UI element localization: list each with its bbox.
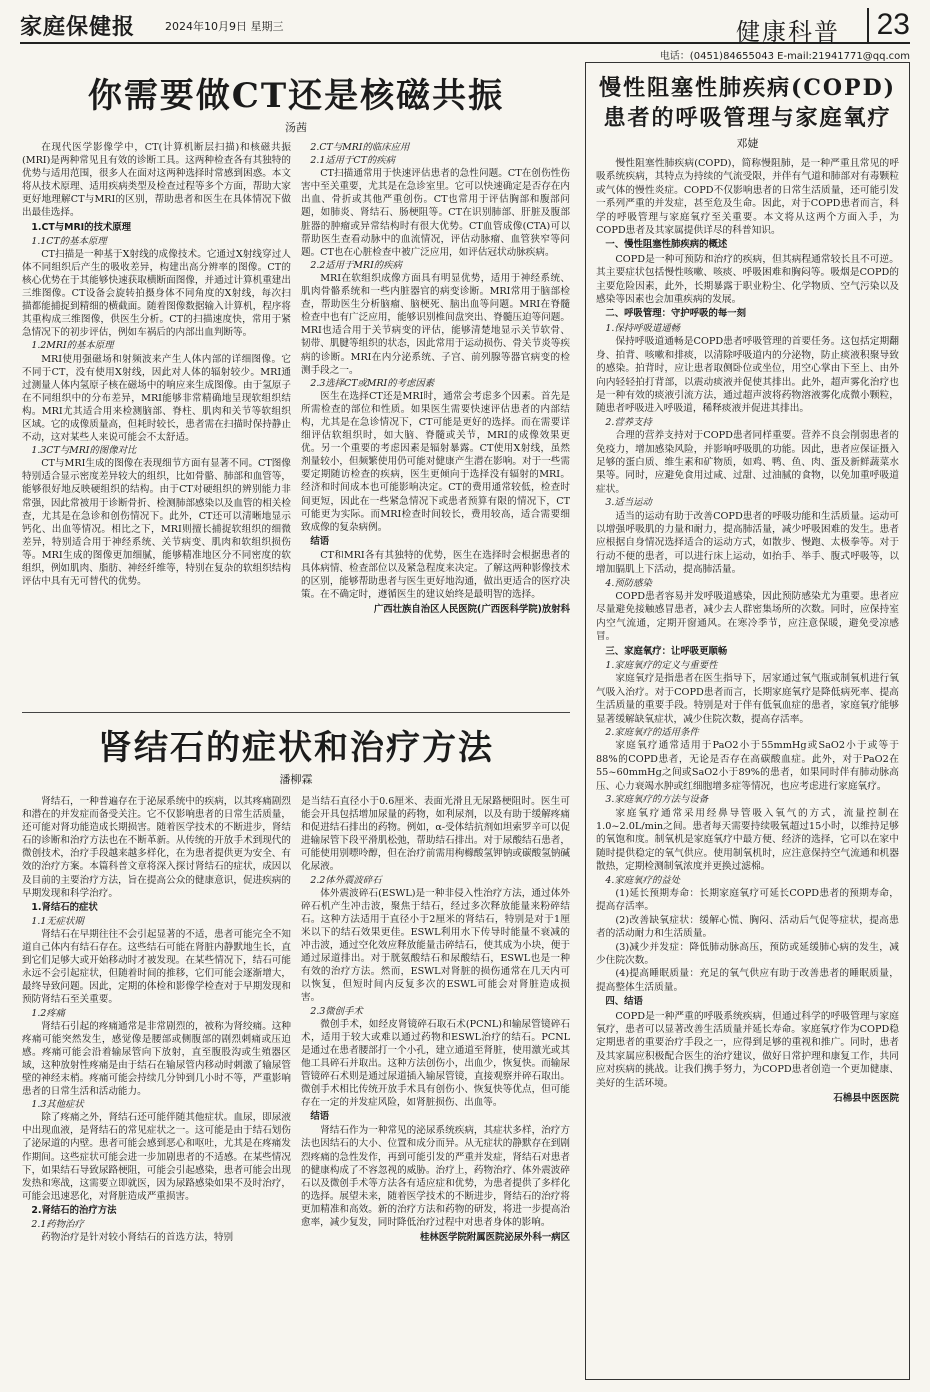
- paragraph: 药物治疗是针对较小肾结石的首选方法，特别: [41, 1232, 234, 1244]
- section-heading: 二、呼吸管理：守护呼吸的每一刻: [605, 308, 747, 320]
- article-column: [596, 157, 899, 1105]
- article-column: [22, 141, 291, 616]
- paragraph: MRI在软组织成像方面具有明显优势，适用于神经系统、肌肉骨骼系统和一些内脏器官的病变诊断。MRI常用于脑部检查，帮助医生分析脑瘤、脑梗死、脑出血等问题。MRI在脊髓检查中也有广泛应用，能够识别椎间盘突出、脊髓压迫等问题。MRI也适合用于关节病变的评估，能够清楚地显示关节软骨、韧带、肌腱等组织的状态，因此常用于运动损伤、骨关节炎等疾病的诊断。MRI在内分泌系统、子宫、前列腺等器官病变的检测手段之一。: [301, 272, 570, 376]
- paragraph: 保持呼吸道通畅是COPD患者呼吸管理的首要任务。这包括定期翻身、拍背、咳嗽和排痰，以清除呼吸道内的分泌物，防止痰液积聚导致的感染。拍背时，应让患者取侧卧位或坐位，用空心掌由下至上、由外向内轻轻拍打背部，以震动痰液并促使其排出。此外，超声雾化治疗也是一种有效的痰液引流方法，通过超声波将药物溶液雾化成微小颗粒，随患者呼吸进入呼吸道，稀释痰液并促进其排出。: [596, 336, 899, 415]
- section-heading: 三、家庭氧疗：让呼吸更顺畅: [605, 645, 728, 657]
- paragraph: 医生在选择CT还是MRI时，通常会考虑多个因素。首先是所需检查的部位和性质。如果医生需要快速评估患者的内部结构，尤其是在急诊情况下，CT可能是更好的选择。而在需要详细评估软组织时，如大脑、脊髓或关节，MRI的成像效果更优。另一个重要的考虑因素是辐射暴露。CT使用X射线，虽然剂量较小，但频繁使用仍可能对健康产生潜在影响。对于一些需要定期随访检查的疾病，医生更倾向于选择没有辐射的MRI。经济和时间成本也可能影响决定。CT的费用通常较低，检查时间更短，因此在一些紧急情况下或患者预算有限的情况下，CT可能更为实际。而MRI检查时间较长，费用较高，适合需要细致成像的复杂病例。: [301, 390, 570, 533]
- article-author: 邓婕: [736, 137, 759, 150]
- paragraph: 肾结石在早期往往不会引起显著的不适，患者可能完全不知道自己体内有结石存在。这些结石可能在肾脏内静默地生长，直到它们足够大或开始移动时才被发现。在某些情况下，结石可能永远不会引起症状，但随着时间的推移，它们可能会逐渐增大，最终导致问题。因此，定期的体检和影像学检查对于早期发现和预防肾结石至关重要。: [22, 928, 291, 1006]
- paragraph: 家庭氧疗通常适用于PaO2小于55mmHg或SaO2小于或等于88%的COPD患者，无论是否存在高碳酸血症。此外，对于PaO2在55~60mmHg之间或SaO2小于89%的患者，如果同时伴有肺动脉高压、心力衰竭水肿或红细胞增多症等情况，也应考虑进行家庭氧疗。: [596, 740, 899, 792]
- subsection-heading: 1.3CT与MRI的图像对比: [31, 445, 137, 457]
- issue-date: 2024年10月9日 星期三: [165, 20, 284, 33]
- article-column: [22, 795, 291, 1244]
- paragraph: 家庭氧疗通常采用经鼻导管吸入氧气的方式，流量控制在1.0~2.0L/min之间。患者每天需要持续吸氧超过15小时，以维持足够的氧饱和度。制氧机是家庭氧疗中最方便、经济的选择，它可以在家中随时提供稳定的氧气供应。使用制氧机时，应注意保持空气流通和机器散热，定期检测制氧浓度并更换过滤棉。: [596, 807, 899, 873]
- article-copd: [585, 62, 910, 1380]
- paragraph: (1)延长预期寿命：长期家庭氧疗可延长COPD患者的预期寿命，提高存活率。: [596, 887, 899, 913]
- paragraph: 在现代医学影像学中，CT(计算机断层扫描)和核磁共振(MRI)是两种常见且有效的诊断工具。这两种检查各有其独特的优势与适用范围，很多人在面对这两种选择时常感到困惑。本文将从技术原理、适用疾病类型及检查过程等多个方面，帮助大家更好地理解CT与MRI的区别，帮助患者和医生在具体情况下做出最佳选择。: [22, 142, 291, 219]
- subsection-heading: 4.预防感染: [605, 577, 652, 589]
- subsection-heading: 1.1CT的基本原理: [31, 235, 107, 247]
- column-body: [596, 157, 899, 1090]
- article-author: 汤茜: [285, 121, 307, 134]
- subsection-heading: 2.3选择CT或MRI的考虑因素: [310, 377, 435, 389]
- paragraph: 家庭氧疗是指患者在医生指导下，居家通过氧气瓶或制氧机进行氧气吸入治疗。对于COPD患者而言，长期家庭氧疗是降低病死率、提高生活质量的重要手段。特别是对于伴有低氧血症的患者，家庭氧疗能够显著缓解缺氧症状，减少住院次数，提高存活率。: [596, 673, 899, 725]
- section-heading: 结语: [310, 535, 330, 547]
- paragraph: 体外震波碎石(ESWL)是一种非侵入性治疗方法，通过体外碎石机产生冲击波，聚焦于结石，经过多次释放能量来粉碎结石。这种方法适用于直径小于2厘米的肾结石，特别是对于1厘米以下的结石效果更佳。ESWL利用水下传导时能量不衰减的冲击波，通过空化效应释放能量击碎结石，使其成为小块，便于通过尿道排出。对于胱氨酸结石和尿酸结石，ESWL也是一种有效的治疗方法。然而，ESWL对肾脏的损伤通常在几天内可以恢复，但短时间内反复多次的ESWL可能会对肾脏造成损害。: [301, 887, 570, 1004]
- paragraph: (4)提高睡眠质量：充足的氧气供应有助于改善患者的睡眠质量，提高整体生活质量。: [596, 968, 899, 993]
- masthead: 家庭保健报: [20, 14, 136, 40]
- article-column: [301, 795, 570, 1244]
- article-affiliation: 广西壮族自治区人民医院(广西医科学院)放射科: [373, 604, 570, 616]
- subsection-heading: 4.家庭氧疗的益处: [605, 874, 680, 886]
- subsection-heading: 2.CT与MRI的临床应用: [310, 142, 410, 153]
- article-affiliation: 石棉县中医医院: [833, 1093, 899, 1105]
- subsection-heading: 3.家庭氧疗的方法与设备: [605, 794, 709, 806]
- paragraph: COPD是一种可预防和治疗的疾病，但其病程通常较长且不可逆。其主要症状包括慢性咳嗽、咳痰、呼吸困难和胸闷等。吸烟是COPD的主要危险因素，此外，长期暴露于职业粉尘、化学物质、空气污染以及感染等因素也会加重疾病的发展。: [596, 253, 899, 306]
- article-kidney-stones: [22, 720, 570, 1244]
- paragraph: 肾结石，一种普遍存在于泌尿系统中的疾病，以其疼痛剧烈和潜在的并发症而备受关注。它不仅影响患者的日常生活质量，还可能对肾功能造成长期损害。随着医学技术的不断进步，肾结石的诊断和治疗方法也在不断革新。从传统的开放手术到现代的微创技术，治疗手段越来越多样化，在为患者提供更为安全、有效的治疗方案。本篇科普文章将深入探讨肾结石的症状，成因以及目前的主要治疗方法，旨在提高公众的健康意识，促进疾病的早期发现和科学治疗。: [22, 796, 291, 899]
- article-author: 潘柳霖: [279, 773, 313, 786]
- subsection-heading: 1.3其他症状: [31, 1099, 84, 1111]
- section-heading: 结语: [310, 1111, 330, 1123]
- subsection-heading: 2.家庭氧疗的适用条件: [605, 727, 699, 739]
- page-number: 23: [867, 8, 910, 42]
- paragraph: 微创手术，如经皮肾镜碎石取石术(PCNL)和输尿管镜碎石术，适用于较大或难以通过药物和ESWL治疗的结石。PCNL是通过在患者腰部打一个小孔，建立通道至肾脏，使用激光或其他工具碎石并取出。这种方法创伤小，出血少，恢复快。而输尿管镜碎石术则是通过尿道插入输尿管镜，直接观察并碎石取出。微创手术相比传统开放手术具有创伤小、恢复快等优点，但可能存在一定的并发症风险，如肾脏损伤、出血等。: [301, 1018, 570, 1109]
- subsection-heading: 1.家庭氧疗的定义与重要性: [605, 660, 718, 672]
- section-heading: 1.肾结石的症状: [31, 901, 98, 913]
- paragraph: CT和MRI各有其独特的优势，医生在选择时会根据患者的具体病情、检查部位以及紧急程度来决定。了解这两种影像技术的区别，能够帮助患者与医生更好地沟通，做出更适合的医疗决策。在不确定时，遵循医生的建议始终是最明智的选择。: [301, 549, 570, 601]
- subsection-heading: 1.保持呼吸道通畅: [605, 322, 680, 334]
- article-title: 慢性阻塞性肺疾病(COPD)患者的呼吸管理与家庭氧疗: [598, 75, 897, 131]
- subsection-heading: 2.2体外震波碎石: [310, 874, 382, 886]
- paragraph: 合理的营养支持对于COPD患者同样重要。营养不良会削弱患者的免疫力，增加感染风险，并影响呼吸肌的功能。因此，患者应保证摄入足够的蛋白质、维生素和矿物质，如鸡、鸭、鱼、肉、蛋及新鲜蔬菜水果等。同时，应避免食用过咸、过甜、过油腻的食物，以免加重呼吸道症状。: [596, 430, 899, 495]
- section-heading: 1.CT与MRI的技术原理: [31, 221, 132, 233]
- paragraph: 肾结石引起的疼痛通常是非常剧烈的，被称为肾绞痛。这种疼痛可能突然发生，感觉像是腰部或侧腹部的剧烈刺痛或压迫感。疼痛可能会沿着输尿管向下放射，直至腹股沟或生殖器区域，这种放射性疼痛是由于结石在输尿管内移动时刺激了输尿管壁的神经末梢。疼痛可能会持续几分钟到几小时不等，严重影响患者的日常生活和活动能力。: [22, 1020, 291, 1098]
- paragraph: 适当的运动有助于改善COPD患者的呼吸功能和生活质量。运动可以增强呼吸肌的力量和耐力，提高肺活量，减少呼吸困难的发生。患者应根据自身情况选择适合的运动方式，如散步、慢跑、太极拳等。对于行动不便的患者，可以进行床上运动，如抬手、举手、腹式呼吸等，以增加膈肌上下活动，提高肺活量。: [596, 510, 899, 576]
- subsection-heading: 1.1无症状期: [31, 915, 84, 927]
- contact-info: 电话：(0451)84655043 E-mail:21941771@qq.com: [659, 51, 910, 62]
- article-title: 你需要做CT还是核磁共振: [87, 76, 505, 116]
- paragraph: COPD患者容易并发呼吸道感染，因此预防感染尤为重要。患者应尽量避免接触感冒患者，减少去人群密集场所的次数。同时，应保持室内空气流通，定期开窗通风。在寒冷季节，应注意保暖，避免受凉感冒。: [596, 591, 899, 643]
- article-ct-mri: [22, 68, 570, 616]
- subsection-heading: 2.2适用于MRI的疾病: [310, 259, 402, 271]
- column-body: [301, 141, 570, 601]
- subsection-heading: 2.1适用于CT的疾病: [310, 155, 395, 167]
- paragraph: 肾结石作为一种常见的泌尿系统疾病，其症状多样，治疗方法也因结石的大小、位置和成分而异。从无症状的静默存在到剧烈疼痛的急性发作，再到可能引发的严重并发症，肾结石对患者的健康构成了不容忽视的威胁。治疗上，药物治疗、体外震波碎石以及微创手术等方法各有适应症和优势，为患者提供了多样化的选择。展望未来，随着医学技术的不断进步，肾结石的治疗将更加精准和高效。新的治疗方法和药物的研发，将进一步提高治愈率，减少复发，同时降低治疗过程中对患者身体的影响。: [301, 1125, 570, 1228]
- column-body: [301, 795, 570, 1229]
- paragraph: CT扫描是一种基于X射线的成像技术。它通过X射线穿过人体不同组织后产生的吸收差异，构建出高分辨率的图像。CT的核心优势在于其能够快速获取横断面图像，并通过计算机重建出三维图像。CT设备会旋转拍摄身体不同角度的X射线，每次扫描都能捕捉到精细的横截面。随着图像数据输入计算机，程序将其重构成三维图像，供医生分析。CT的扫描速度快，常用于紧急情况下的初步评估，例如车祸后的内部出血判断等。: [22, 248, 291, 339]
- paragraph: 是当结石直径小于0.6厘米、表面光滑且无尿路梗阻时。医生可能会开具包括增加尿量的药物，如利尿剂，以及有助于缓解疼痛和促进结石排出的药物。例如，α-受体结抗剂如坦索罗辛可以促进输尿管下段平滑肌松弛，帮助结石排出。对于尿酸结石患者，可能使用别嘌呤醇，但在治疗前需用枸橼酸氢钾钠或碳酸氢钠碱化尿液。: [301, 796, 570, 873]
- subsection-heading: 1.2MRI的基本原理: [31, 340, 114, 352]
- article-title: 肾结石的症状和治疗方法: [98, 728, 494, 768]
- paragraph: 除了疼痛之外，肾结石还可能伴随其他症状。血尿，即尿液中出现血液，是肾结石的常见症状之一。这可能是由于结石划伤了泌尿道的内壁。患者可能会感到恶心和呕吐，尤其是在疼痛发作期间。这些症状可能会进一步加剧患者的不适感。在某些情况下，如果结石导致尿路梗阻，可能会引起感染，患者可能会出现发热和寒战，这需要立即就医，因为尿路感染如果不及时治疗，可能会迅速恶化，对肾脏造成严重损害。: [22, 1112, 291, 1202]
- subsection-heading: 3.适当运动: [605, 497, 652, 509]
- article-column: [301, 141, 570, 616]
- subsection-heading: 1.2疼痛: [31, 1007, 66, 1019]
- page-header: [20, 10, 910, 44]
- section-heading: 2.肾结石的治疗方法: [31, 1204, 117, 1216]
- article-divider: [22, 712, 570, 713]
- subsection-heading: 2.营养支持: [605, 416, 652, 428]
- section-name: 健康科普: [736, 18, 840, 46]
- article-affiliation: 桂林医学院附属医院泌尿外科一病区: [419, 1232, 570, 1244]
- paragraph: CT与MRI生成的图像在表现细节方面有显著不同。CT图像特别适合显示密度差异较大的组织，比如骨骼、肺部和血管等，能够很好地反映硬组织的结构。由于CT对硬组织的辨别能力非常强，因此常被用于诊断骨折、检测肺部感染以及血管的相关检查，尤其是在急诊和创伤情况下。此外，CT还可以清晰地显示钙化、出血等情况。相比之下，MRI则擅长捕捉软组织的细微差异，特别适合用于神经系统、关节病变、肌肉和软组织损伤等。MRI生成的图像更加细腻，能够精准地区分不同密度的软组织，例如肌肉、脂肪、神经纤维等，特别在复杂的软组织结构评估中具有无可替代的优势。: [22, 458, 291, 588]
- section-heading: 四、结语: [605, 996, 643, 1008]
- subsection-heading: 2.3微创手术: [310, 1005, 363, 1017]
- paragraph: (3)减少并发症：降低肺动脉高压，预防或延缓肺心病的发生，减少住院次数。: [596, 941, 899, 966]
- paragraph: MRI使用强磁场和射频波来产生人体内部的详细图像。它不同于CT，没有使用X射线，因此对人体的辐射较少。MRI通过测量人体内氢原子核在磁场中的响应来生成图像。由于氢原子在不同组织中的分布差异，MRI能够非常精确地呈现软组织结构。MRI尤其适合用来检测脑部、脊柱、肌肉和关节等软组织区域。它的成像质量高，但耗时较长，患者需在扫描时保持静止不动，这对某些人来说可能会不太舒适。: [22, 353, 291, 444]
- paragraph: COPD是一种严重的呼吸系统疾病，但通过科学的呼吸管理与家庭氧疗，患者可以显著改善生活质量并延长寿命。家庭氧疗作为COPD稳定期患者的重要治疗手段之一，应得到足够的重视和推广。同时，患者及其家属应积极配合医生的治疗建议，做好日常护理和康复工作，共同应对疾病的挑战。让我们携手努力，为COPD患者创造一个更加健康、美好的生活环境。: [596, 1010, 899, 1089]
- paragraph: CT扫描通常用于快速评估患者的急性问题。CT在创伤性伤害中至关重要，尤其是在急诊室里。它可以快速确定是否存在内出血、骨折或其他严重创伤。CT也常用于评估胸部和腹部问题，如肺炎、肾结石、肠梗阻等。CT在识别肺部、肝脏及腹部脏器的肿瘤或异常结构时有很大优势。CT血管成像(CTA)可以帮助医生查看动脉中的血流情况，评估动脉瘤、血管狭窄等问题。CT也在心脏检查中被广泛应用，如评估冠状动脉疾病。: [301, 168, 570, 258]
- section-heading: 一、慢性阻塞性肺疾病的概述: [605, 239, 728, 251]
- paragraph: (2)改善缺氧症状：缓解心慌、胸闷、活动后气促等症状，提高患者的活动耐力和生活质量。: [596, 914, 899, 940]
- paragraph: 慢性阻塞性肺疾病(COPD)，简称慢阻肺，是一种严重且常见的呼吸系统疾病，其特点为持续的气流受限，并伴有气道和肺部对有毒颗粒或气体的慢性炎症。COPD不仅影响患者的日常生活质量，还可能引发一系列严重的并发症，甚至危及生命。因此，对于COPD患者而言，科学的呼吸管理与家庭氧疗至关重要。本文将从这两个方面入手，为COPD患者及其家属提供详尽的科普知识。: [596, 158, 899, 237]
- subsection-heading: 2.1药物治疗: [31, 1219, 84, 1230]
